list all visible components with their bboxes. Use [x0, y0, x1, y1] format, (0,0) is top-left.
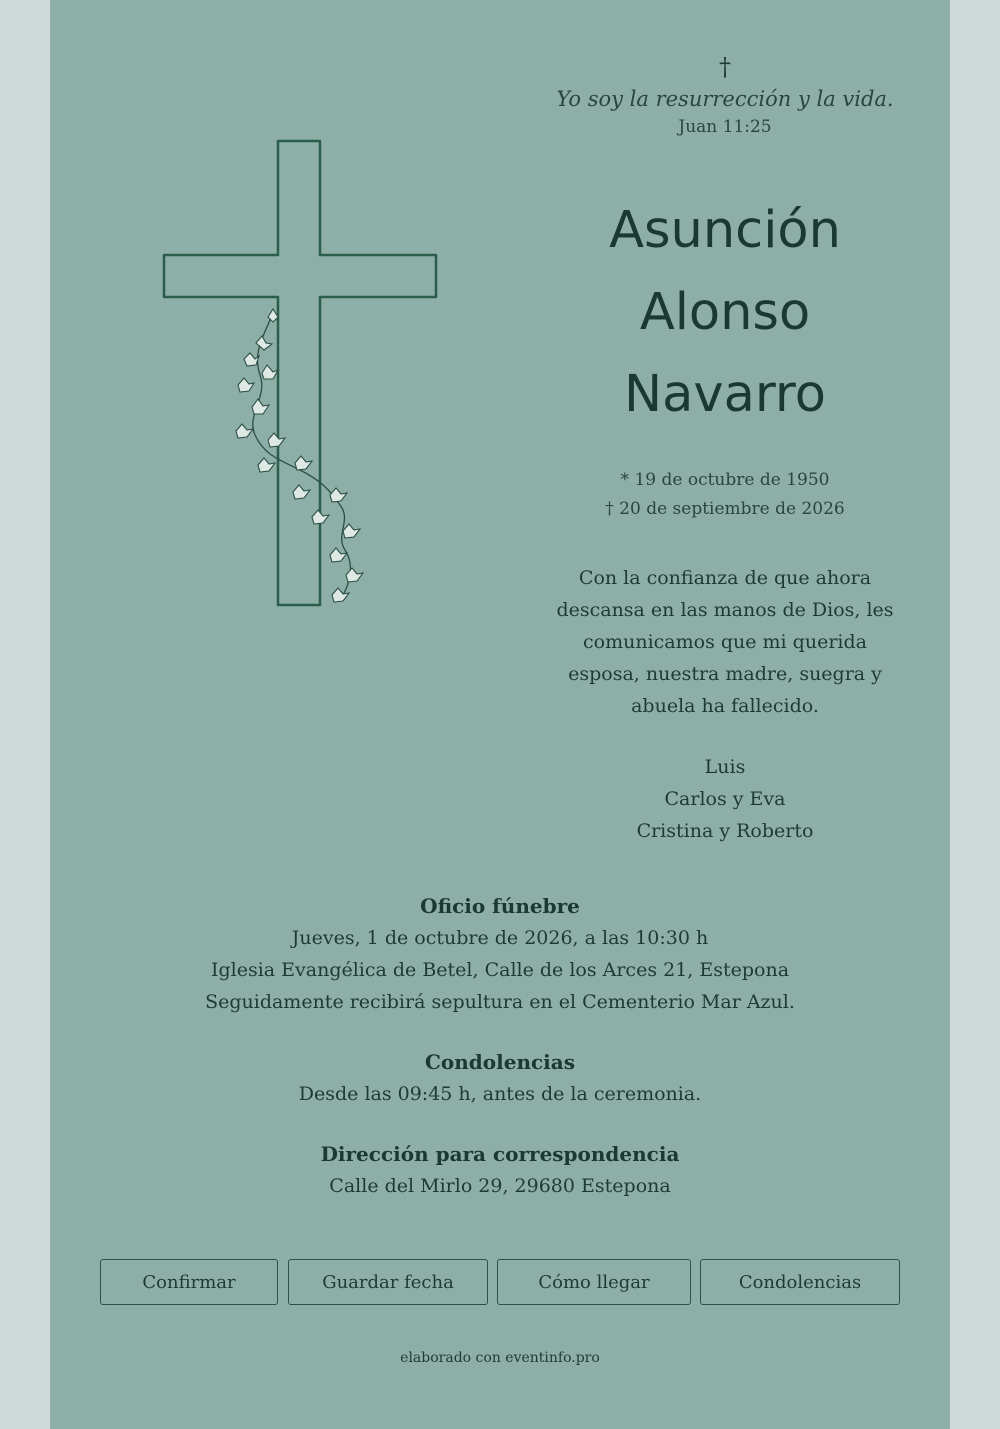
quote-reference: Juan 11:25 [678, 117, 772, 137]
family-list [550, 751, 900, 847]
obituary-card [50, 0, 950, 1429]
service-date: Jueves, 1 de octubre de 2026, a las 10:30 h [291, 927, 709, 949]
service-section [50, 890, 950, 1018]
name-line: Asunción [609, 201, 841, 260]
address-text: Calle del Mirlo 29, 29680 Estepona [329, 1175, 671, 1197]
family-member: Luis [704, 756, 746, 778]
confirm-button[interactable]: Confirmar [100, 1259, 278, 1305]
family-member: Carlos y Eva [664, 788, 786, 810]
save-date-button[interactable]: Guardar fecha [288, 1259, 488, 1305]
condolences-text: Desde las 09:45 h, antes de la ceremonia. [298, 1083, 702, 1105]
deceased-name [550, 190, 900, 436]
service-location: Iglesia Evangélica de Betel, Calle de los Arces 21, Estepona [210, 959, 790, 981]
cross-with-ivy-icon [160, 135, 460, 615]
footer-credit: elaborado con eventinfo.pro [400, 1350, 600, 1366]
service-burial: Seguidamente recibirá sepultura en el Cementerio Mar Azul. [205, 991, 795, 1013]
condolences-section [50, 1046, 950, 1110]
announcement-message: Con la confianza de que ahora descansa en las manos de Dios, les comunicamos que mi querida esposa, nuestra madre, suegra y abuela ha fallecido. [556, 567, 894, 717]
action-buttons [100, 1259, 900, 1307]
life-dates [550, 466, 900, 524]
name-line: Alonso [639, 283, 811, 342]
birth-date: * 19 de octubre de 1950 [620, 470, 830, 490]
address-section [50, 1138, 950, 1202]
family-member: Cristina y Roberto [636, 820, 814, 842]
condolences-button[interactable]: Condolencias [700, 1259, 900, 1305]
condolences-title: Condolencias [425, 1050, 575, 1074]
bible-quote: Yo soy la resurrección y la vida. [556, 87, 894, 111]
announcement-column [550, 50, 900, 847]
name-line: Navarro [624, 365, 826, 424]
directions-button[interactable]: Cómo llegar [497, 1259, 691, 1305]
dagger-icon: † [719, 53, 731, 81]
address-title: Dirección para correspondencia [320, 1142, 680, 1166]
death-date: † 20 de septiembre de 2026 [605, 499, 845, 519]
service-title: Oficio fúnebre [420, 894, 580, 918]
event-details [50, 890, 950, 1230]
